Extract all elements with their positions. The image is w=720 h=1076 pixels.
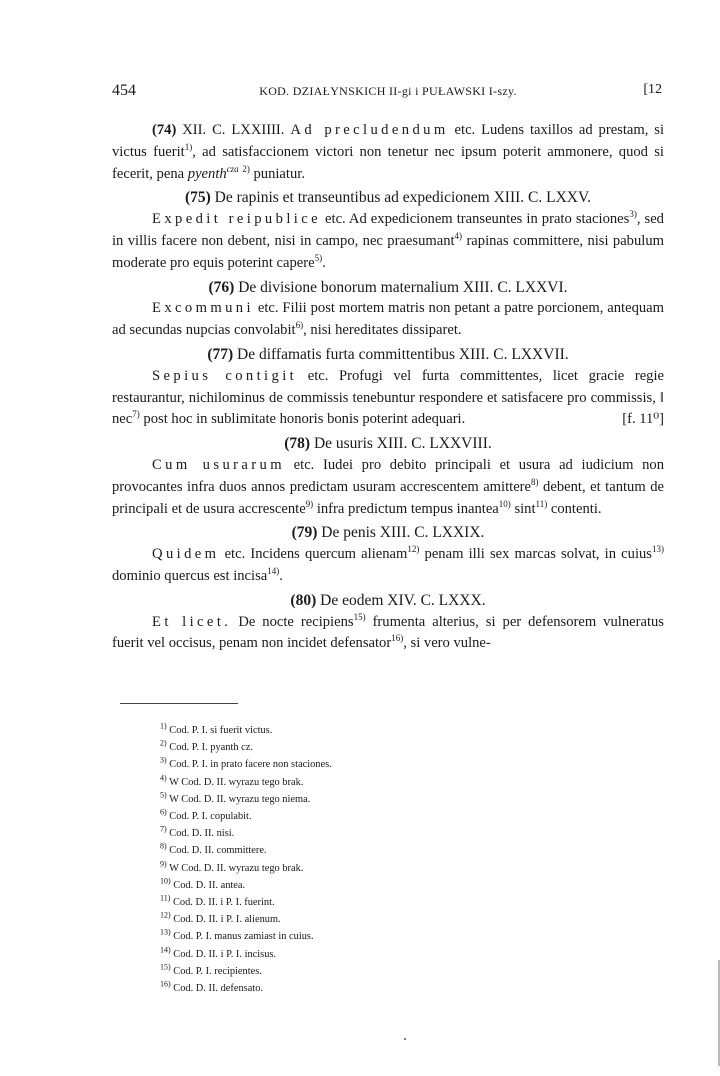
article-text: . bbox=[279, 567, 283, 584]
article-title: De eodem XIV. C. LXXX. bbox=[320, 591, 486, 609]
article-text: etc. Profugi vel furta committentes, licet gracie regie restaurantur, nichilominus de commissis tenebuntur respondere et satisfacere pro commissis, bbox=[112, 367, 665, 406]
footnote-ref: 5) bbox=[314, 252, 323, 263]
article-text: post hoc in sublimitate honoris bbox=[143, 411, 324, 428]
footnote-text: Cod. D. II. i P. I. incisus. bbox=[173, 948, 277, 960]
page-header bbox=[112, 80, 664, 104]
footnote-mark: 1) bbox=[160, 721, 167, 731]
footnote-text: Cod. P. I. pyanth cz. bbox=[169, 742, 253, 754]
article-78 bbox=[112, 455, 664, 520]
article-number: (79) bbox=[291, 524, 318, 542]
article-78-heading bbox=[112, 433, 664, 455]
article-incipit: Cum usurarum bbox=[152, 456, 285, 473]
article-title: De usuris XIII. C. LXXVIII. bbox=[313, 435, 492, 453]
article-title: XII. C. LXXIIII. bbox=[182, 122, 285, 138]
article-number: (75) bbox=[184, 189, 211, 207]
footnote-text: Cod. D. II. committere. bbox=[169, 845, 267, 857]
footnote-ref: 9) bbox=[305, 498, 314, 509]
page-number: 454 bbox=[112, 82, 136, 99]
footnote bbox=[160, 842, 640, 859]
footnote-ref: 13) bbox=[652, 544, 664, 555]
footnote bbox=[160, 946, 640, 963]
article-77-heading bbox=[112, 344, 664, 366]
footnote bbox=[160, 877, 640, 894]
footnote-mark: 10) bbox=[160, 876, 171, 886]
footnote bbox=[160, 980, 640, 997]
article-text: etc. Filii post mortem matris non petant a patre porcionem, antequam ad secundas nupcias convolabit bbox=[112, 300, 664, 339]
footnote-ref: 4) bbox=[454, 231, 463, 242]
footnote-mark: 14) bbox=[160, 945, 171, 955]
article-80 bbox=[112, 612, 664, 656]
footnote-ref: 2) bbox=[242, 163, 250, 174]
article-76-heading bbox=[112, 277, 664, 299]
footnote bbox=[160, 774, 640, 791]
article-title: De penis XIII. C. LXXIX. bbox=[321, 524, 485, 542]
footnote-text: Cod. P. I. copulabit. bbox=[169, 811, 252, 823]
article-text: etc. Incidens quercum alienam bbox=[224, 546, 408, 563]
main-text bbox=[112, 120, 664, 655]
footnote-text: W Cod. D. II. wyrazu tego niema. bbox=[169, 793, 311, 805]
footnote-text: Cod. P. I. in prato facere non staciones. bbox=[169, 759, 332, 771]
footnote bbox=[160, 808, 640, 825]
column-mark: ‖ bbox=[659, 389, 664, 406]
footnote-mark: 8) bbox=[160, 841, 167, 851]
footnote-mark: 2) bbox=[160, 738, 167, 748]
footnote-mark: 9) bbox=[160, 859, 167, 869]
article-text: De nocte recipiens bbox=[238, 613, 354, 630]
article-title: De diffamatis furta committentibus XIII. C. LXXVII. bbox=[237, 345, 569, 363]
article-text: dominio quercus est incisa bbox=[112, 567, 268, 584]
article-incipit: Sepius contigit bbox=[152, 367, 298, 384]
article-number: (74) bbox=[152, 122, 177, 138]
article-text-italic: pyenth bbox=[187, 165, 227, 182]
article-incipit: Ad precludendum bbox=[290, 122, 449, 138]
footnote-text: W Cod. D. II. wyrazu tego brak. bbox=[169, 862, 304, 874]
footnote bbox=[160, 928, 640, 945]
footnote-mark: 11) bbox=[160, 893, 171, 903]
footnote bbox=[160, 825, 640, 842]
footnotes bbox=[160, 722, 640, 997]
article-incipit: Expedit reipublice bbox=[152, 211, 321, 228]
footnote-mark: 16) bbox=[160, 979, 171, 989]
footnote bbox=[160, 860, 640, 877]
article-number: (76) bbox=[208, 278, 235, 296]
footnote-divider bbox=[120, 703, 238, 704]
article-text: sint bbox=[514, 500, 536, 517]
footnote-mark: 12) bbox=[160, 910, 171, 920]
footnote-ref: 11) bbox=[535, 498, 548, 509]
footnote bbox=[160, 963, 640, 980]
article-text: infra predictum tempus inantea bbox=[316, 500, 499, 517]
footnote-ref: 12) bbox=[407, 544, 420, 555]
article-80-heading bbox=[112, 590, 664, 612]
article-text: etc. Iudei pro debito principali et usura ad iudicium non provocantes infra duos annos predictam usuram accrescentem amittere bbox=[112, 456, 664, 495]
footnote-ref: 10) bbox=[498, 498, 511, 509]
article-incipit: Et licet. bbox=[152, 613, 232, 630]
footnote bbox=[160, 894, 640, 911]
footnote-ref: 15) bbox=[353, 611, 366, 622]
article-text: , nisi hereditates dissiparet. bbox=[303, 322, 462, 339]
footnote bbox=[160, 791, 640, 808]
footnote-mark: 13) bbox=[160, 927, 171, 937]
footnote bbox=[160, 722, 640, 739]
article-79-heading bbox=[112, 522, 664, 544]
footnote-text: W Cod. D. II. wyrazu tego brak. bbox=[169, 776, 304, 788]
article-text: . bbox=[322, 254, 326, 271]
article-text: bonis poterint adequari. bbox=[327, 411, 466, 428]
article-77 bbox=[112, 366, 664, 431]
footnote-ref: 3) bbox=[629, 209, 637, 220]
footnote-text: Cod. D. II. i P. I. fuerint. bbox=[172, 897, 275, 909]
print-speck bbox=[404, 1038, 406, 1040]
footnote-text: Cod. D. II. nisi. bbox=[169, 828, 235, 840]
folio-marker: [f. 11⁰] bbox=[622, 411, 664, 428]
article-text: rapinas committere, nisi pabulum moderate pro equis poterint capere bbox=[112, 232, 664, 271]
footnote bbox=[160, 911, 640, 928]
article-75-heading bbox=[112, 187, 664, 209]
superscript: cza bbox=[226, 163, 239, 174]
article-text: etc. Ludens taxillos ad prestam, si victus fuerit bbox=[112, 122, 665, 160]
footnote-ref: 1) bbox=[184, 141, 193, 152]
article-text: contenti. bbox=[550, 500, 602, 517]
footnote bbox=[160, 756, 640, 773]
footnote-text: Cod. P. I. manus zamiast in cuius. bbox=[173, 931, 314, 943]
article-75 bbox=[112, 209, 664, 274]
article-76 bbox=[112, 298, 664, 342]
footnote-mark: 3) bbox=[160, 755, 167, 765]
article-text: , si vero vulne- bbox=[403, 635, 491, 652]
footnote-text: Cod. D. II. i P. I. alienum. bbox=[173, 914, 281, 926]
article-number: (80) bbox=[290, 591, 317, 609]
article-text: frumenta alterius, si per defensorem vulneratus fuerit vel occisus, penam non incidet defensator bbox=[112, 613, 664, 652]
footnote-text: Cod. D. II. antea. bbox=[173, 879, 246, 891]
footnote-ref: 8) bbox=[531, 476, 539, 487]
footnote-text: Cod. D. II. defensato. bbox=[173, 983, 264, 995]
footnote-mark: 7) bbox=[160, 824, 167, 834]
footnote-mark: 5) bbox=[160, 790, 167, 800]
footnote bbox=[160, 739, 640, 756]
article-incipit: Excommuni bbox=[152, 300, 254, 317]
footnote-text: Cod. P. I. si fuerit victus. bbox=[169, 725, 273, 736]
footnote-mark: 6) bbox=[160, 807, 167, 817]
article-text: debent, et tantum de principali et de usura accrescente bbox=[112, 478, 664, 517]
footnote-mark: 15) bbox=[160, 962, 171, 972]
section-reference: [12 bbox=[643, 82, 662, 97]
article-text: penam illi sex marcas solvat, in cuius bbox=[424, 546, 652, 563]
article-number: (77) bbox=[207, 345, 234, 363]
footnote-ref: 16) bbox=[391, 633, 404, 644]
article-text: nec bbox=[112, 411, 133, 428]
footnote-text: Cod. P. I. recipientes. bbox=[173, 965, 262, 977]
running-title: KOD. DZIAŁYNSKICH II-gi i PUŁAWSKI I-szy. bbox=[259, 84, 517, 98]
article-incipit: Quidem bbox=[152, 546, 220, 563]
footnote-mark: 4) bbox=[160, 773, 167, 783]
article-text: etc. Ad expedicionem transeuntes in prato staciones bbox=[325, 211, 630, 228]
footnote-ref: 6) bbox=[295, 320, 304, 331]
footnote-ref: 14) bbox=[267, 566, 280, 577]
article-text: , ad satisfaccionem victori non tenetur nec ipsum poterit ammonere, quod si fecerit, pena bbox=[112, 143, 664, 182]
article-title: De divisione bonorum maternalium XIII. C. LXXVI. bbox=[238, 278, 568, 296]
article-number: (78) bbox=[284, 435, 311, 453]
footnote-ref: 7) bbox=[132, 409, 140, 420]
article-79 bbox=[112, 544, 664, 588]
article-text: puniatur. bbox=[253, 165, 305, 182]
article-74 bbox=[112, 120, 664, 185]
article-text: , sed in villis facere non debent, nisi in campo, nec praesumant bbox=[112, 211, 664, 249]
article-title: De rapinis et transeuntibus ad expedicionem XIII. C. LXXV. bbox=[214, 189, 592, 207]
